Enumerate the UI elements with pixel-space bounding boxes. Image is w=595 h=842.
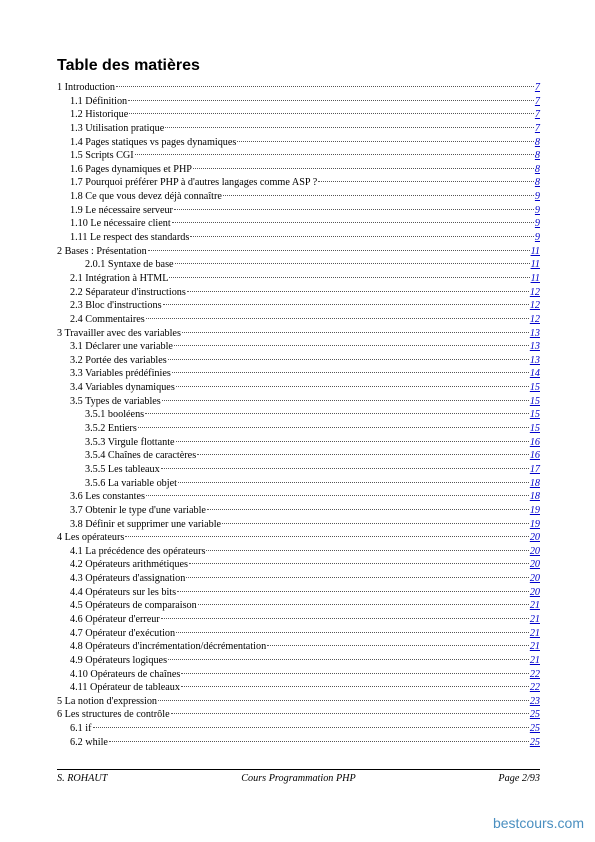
- toc-entry-label[interactable]: 5 La notion d'expression: [57, 695, 158, 707]
- toc-dot-leader: [237, 141, 534, 142]
- toc-entry-label[interactable]: 2.4 Commentaires: [70, 313, 145, 325]
- toc-entry[interactable]: [57, 176, 540, 190]
- toc-dot-leader: [181, 686, 529, 687]
- toc-page-link[interactable]: 19: [529, 518, 540, 530]
- toc-entry[interactable]: [57, 149, 540, 163]
- toc-entry-label[interactable]: 4.7 Opérateur d'exécution: [70, 627, 176, 639]
- toc-page-link[interactable]: 9: [534, 204, 540, 216]
- toc-page-link[interactable]: 7: [534, 95, 540, 107]
- toc-dot-leader: [182, 332, 529, 333]
- toc-dot-leader: [165, 127, 534, 128]
- toc-dot-leader: [158, 700, 529, 701]
- toc-entry[interactable]: [57, 136, 540, 150]
- toc-dot-leader: [193, 168, 534, 169]
- toc-page-link[interactable]: 13: [529, 341, 540, 353]
- toc-dot-leader: [109, 741, 529, 742]
- toc-dot-leader: [267, 645, 529, 646]
- toc-entry[interactable]: [57, 654, 540, 668]
- toc-entry[interactable]: [57, 258, 540, 272]
- table-of-contents: [57, 81, 540, 749]
- toc-page-link[interactable]: 11: [530, 245, 540, 257]
- toc-entry[interactable]: [57, 572, 540, 586]
- toc-dot-leader: [206, 550, 528, 551]
- toc-entry-label[interactable]: 4.1 La précédence des opérateurs: [70, 545, 206, 557]
- toc-entry-label[interactable]: 1.1 Définition: [70, 95, 128, 107]
- toc-page-link[interactable]: 16: [529, 436, 540, 448]
- toc-entry[interactable]: [57, 681, 540, 695]
- toc-entry-label[interactable]: 4.2 Opérateurs arithmétiques: [70, 559, 188, 571]
- toc-entry[interactable]: [57, 327, 540, 341]
- toc-dot-leader: [146, 318, 529, 319]
- toc-page-link[interactable]: 12: [529, 313, 540, 325]
- toc-entry-label[interactable]: 3.5.6 La variable objet: [85, 477, 177, 489]
- toc-entry[interactable]: [57, 286, 540, 300]
- toc-page-link[interactable]: 22: [529, 682, 540, 694]
- toc-page-link[interactable]: 7: [534, 109, 540, 121]
- toc-dot-leader: [172, 372, 529, 373]
- toc-entry-label[interactable]: 2.3 Bloc d'instructions: [70, 300, 162, 312]
- toc-dot-leader: [207, 509, 529, 510]
- toc-entry-label[interactable]: 4.8 Opérateurs d'incrémentation/décrémentation: [70, 641, 267, 653]
- toc-dot-leader: [93, 727, 529, 728]
- toc-entry[interactable]: [57, 122, 540, 136]
- toc-entry[interactable]: [57, 708, 540, 722]
- toc-entry-label[interactable]: 2 Bases : Présentation: [57, 245, 147, 257]
- toc-entry[interactable]: [57, 95, 540, 109]
- toc-page-link[interactable]: 20: [529, 573, 540, 585]
- watermark-link[interactable]: bestcours.com: [492, 815, 584, 831]
- toc-entry[interactable]: [57, 163, 540, 177]
- toc-entry[interactable]: [57, 695, 540, 709]
- toc-page-link[interactable]: 20: [529, 586, 540, 598]
- toc-page-link[interactable]: 22: [529, 668, 540, 680]
- toc-entry-label[interactable]: 3.1 Déclarer une variable: [70, 341, 173, 353]
- toc-entry[interactable]: [57, 108, 540, 122]
- toc-entry-label[interactable]: 3.5.4 Chaînes de caractères: [85, 450, 197, 462]
- toc-page-link[interactable]: 20: [529, 532, 540, 544]
- toc-page-link[interactable]: 25: [529, 709, 540, 721]
- toc-page-link[interactable]: 11: [530, 272, 540, 284]
- toc-entry[interactable]: [57, 436, 540, 450]
- toc-dot-leader: [161, 618, 529, 619]
- toc-dot-leader: [189, 563, 529, 564]
- toc-entry[interactable]: [57, 477, 540, 491]
- toc-entry[interactable]: [57, 531, 540, 545]
- toc-page-link[interactable]: 20: [529, 545, 540, 557]
- toc-dot-leader: [318, 181, 534, 182]
- toc-page-link[interactable]: 23: [529, 695, 540, 707]
- toc-dot-leader: [169, 277, 529, 278]
- toc-dot-leader: [125, 536, 528, 537]
- toc-page-link[interactable]: 9: [534, 218, 540, 230]
- toc-dot-leader: [161, 468, 529, 469]
- toc-page-link[interactable]: 18: [529, 491, 540, 503]
- toc-dot-leader: [176, 632, 529, 633]
- toc-page-link[interactable]: 15: [529, 395, 540, 407]
- toc-entry[interactable]: [57, 313, 540, 327]
- toc-entry[interactable]: [57, 367, 540, 381]
- footer-course-title: Cours Programmation PHP: [241, 773, 356, 784]
- toc-entry-label[interactable]: 1.6 Pages dynamiques et PHP: [70, 163, 192, 175]
- toc-dot-leader: [223, 195, 534, 196]
- toc-page-link[interactable]: 9: [534, 191, 540, 203]
- toc-entry[interactable]: [57, 81, 540, 95]
- toc-entry[interactable]: [57, 586, 540, 600]
- toc-entry[interactable]: [57, 545, 540, 559]
- toc-page-link[interactable]: 15: [529, 409, 540, 421]
- toc-page-link[interactable]: 7: [534, 122, 540, 134]
- toc-entry[interactable]: [57, 245, 540, 259]
- toc-page-link[interactable]: 15: [529, 382, 540, 394]
- toc-entry-label[interactable]: 3.5.3 Virgule flottante: [85, 436, 175, 448]
- toc-entry-label[interactable]: 4.9 Opérateurs logiques: [70, 654, 168, 666]
- toc-entry-label[interactable]: 6 Les structures de contrôle: [57, 709, 170, 721]
- toc-entry-label[interactable]: 1.11 Le respect des standards: [70, 232, 190, 244]
- toc-page-link[interactable]: 11: [530, 259, 540, 271]
- footer-rule: [57, 769, 540, 770]
- toc-entry[interactable]: [57, 736, 540, 750]
- toc-dot-leader: [171, 713, 529, 714]
- toc-entry[interactable]: [57, 463, 540, 477]
- toc-entry[interactable]: [57, 381, 540, 395]
- toc-page-link[interactable]: 12: [529, 286, 540, 298]
- toc-page-link[interactable]: 8: [534, 136, 540, 148]
- toc-page-link[interactable]: 18: [529, 477, 540, 489]
- toc-entry-label[interactable]: 3.3 Variables prédéfinies: [70, 368, 171, 380]
- toc-entry[interactable]: [57, 490, 540, 504]
- toc-entry[interactable]: [57, 408, 540, 422]
- toc-entry-label[interactable]: 3.6 Les constantes: [70, 491, 145, 503]
- toc-entry-label[interactable]: 4.6 Opérateur d'erreur: [70, 613, 160, 625]
- toc-entry[interactable]: [57, 340, 540, 354]
- toc-entry-label[interactable]: 1.4 Pages statiques vs pages dynamiques: [70, 136, 237, 148]
- toc-page-link[interactable]: 21: [529, 613, 540, 625]
- toc-dot-leader: [186, 577, 529, 578]
- toc-entry-label[interactable]: 3.5.1 booléens: [85, 409, 145, 421]
- toc-dot-leader: [128, 100, 534, 101]
- toc-page-link[interactable]: 21: [529, 641, 540, 653]
- toc-entry[interactable]: [57, 627, 540, 641]
- toc-entry-label[interactable]: 1.9 Le nécessaire serveur: [70, 204, 173, 216]
- toc-dot-leader: [178, 482, 529, 483]
- toc-page-link[interactable]: 25: [529, 723, 540, 735]
- toc-dot-leader: [176, 441, 529, 442]
- toc-page-link[interactable]: 9: [534, 232, 540, 244]
- toc-dot-leader: [135, 154, 534, 155]
- toc-entry-label[interactable]: 4.5 Opérateurs de comparaison: [70, 600, 197, 612]
- toc-dot-leader: [198, 604, 529, 605]
- toc-page-link[interactable]: 21: [529, 600, 540, 612]
- toc-entry-label[interactable]: 2.0.1 Syntaxe de base: [85, 259, 174, 271]
- toc-page-link[interactable]: 25: [529, 736, 540, 748]
- toc-entry[interactable]: [57, 231, 540, 245]
- toc-page-link[interactable]: 13: [529, 354, 540, 366]
- toc-entry-label[interactable]: 3.5 Types de variables: [70, 395, 161, 407]
- toc-dot-leader: [168, 659, 529, 660]
- toc-entry[interactable]: [57, 354, 540, 368]
- toc-page-link[interactable]: 21: [529, 654, 540, 666]
- toc-entry[interactable]: [57, 217, 540, 231]
- toc-dot-leader: [175, 263, 530, 264]
- toc-entry-label[interactable]: 6.1 if: [70, 723, 92, 735]
- toc-entry-label[interactable]: 2.1 Intégration à HTML: [70, 272, 169, 284]
- toc-entry-label[interactable]: 4.11 Opérateur de tableaux: [70, 682, 180, 694]
- toc-entry-label[interactable]: 3.8 Définir et supprimer une variable: [70, 518, 222, 530]
- toc-dot-leader: [146, 495, 529, 496]
- toc-entry-label[interactable]: 1 Introduction: [57, 82, 116, 93]
- toc-dot-leader: [116, 86, 534, 87]
- toc-page-link[interactable]: 17: [529, 463, 540, 475]
- toc-dot-leader: [222, 523, 529, 524]
- page-footer: [57, 773, 540, 787]
- toc-entry[interactable]: [57, 272, 540, 286]
- toc-dot-leader: [129, 113, 534, 114]
- toc-entry[interactable]: [57, 722, 540, 736]
- toc-entry[interactable]: [57, 204, 540, 218]
- toc-entry-label[interactable]: 2.2 Séparateur d'instructions: [70, 286, 186, 298]
- toc-entry-label[interactable]: 1.7 Pourquoi préférer PHP à d'autres langages comme ASP ?: [70, 177, 318, 189]
- toc-page-link[interactable]: 14: [529, 368, 540, 380]
- toc-entry-label[interactable]: 1.10 Le nécessaire client: [70, 218, 171, 230]
- toc-entry-label[interactable]: 3.4 Variables dynamiques: [70, 382, 175, 394]
- toc-entry[interactable]: [57, 422, 540, 436]
- toc-entry-label[interactable]: 3.5.2 Entiers: [85, 423, 137, 435]
- toc-entry[interactable]: [57, 504, 540, 518]
- toc-page-link[interactable]: 21: [529, 627, 540, 639]
- toc-dot-leader: [172, 222, 534, 223]
- toc-entry-label[interactable]: 6.2 while: [70, 736, 108, 748]
- toc-dot-leader: [187, 291, 529, 292]
- toc-entry-label[interactable]: 1.8 Ce que vous devez déjà connaître: [70, 191, 222, 203]
- toc-entry[interactable]: [57, 299, 540, 313]
- toc-dot-leader: [197, 454, 529, 455]
- toc-entry-label[interactable]: 1.3 Utilisation pratique: [70, 122, 165, 134]
- toc-page-link[interactable]: 20: [529, 559, 540, 571]
- toc-entry-label[interactable]: 3 Travailler avec des variables: [57, 327, 181, 339]
- toc-entry[interactable]: [57, 518, 540, 532]
- toc-page-link[interactable]: 12: [529, 300, 540, 312]
- toc-page-link[interactable]: 16: [529, 450, 540, 462]
- toc-dot-leader: [176, 386, 529, 387]
- toc-dot-leader: [162, 400, 529, 401]
- toc-entry-label[interactable]: 1.2 Historique: [70, 109, 129, 121]
- toc-dot-leader: [174, 345, 529, 346]
- footer-page-number: Page 2/93: [498, 773, 540, 784]
- toc-entry-label[interactable]: 4.3 Opérateurs d'assignation: [70, 573, 186, 585]
- toc-dot-leader: [145, 413, 529, 414]
- toc-entry[interactable]: [57, 190, 540, 204]
- toc-entry[interactable]: [57, 599, 540, 613]
- toc-entry-label[interactable]: 4 Les opérateurs: [57, 532, 125, 544]
- toc-title: Table des matières: [57, 57, 200, 74]
- toc-page-link[interactable]: 8: [534, 177, 540, 189]
- toc-page-link[interactable]: 8: [534, 150, 540, 162]
- toc-dot-leader: [148, 250, 530, 251]
- toc-dot-leader: [181, 673, 528, 674]
- toc-entry[interactable]: [57, 449, 540, 463]
- toc-entry[interactable]: [57, 668, 540, 682]
- toc-dot-leader: [163, 304, 529, 305]
- toc-entry[interactable]: [57, 640, 540, 654]
- toc-entry-label[interactable]: 4.10 Opérateurs de chaînes: [70, 668, 181, 680]
- toc-page-link[interactable]: 13: [529, 327, 540, 339]
- toc-entry-label[interactable]: 3.2 Portée des variables: [70, 354, 167, 366]
- toc-entry[interactable]: [57, 558, 540, 572]
- toc-entry-label[interactable]: 3.7 Obtenir le type d'une variable: [70, 504, 206, 516]
- toc-page-link[interactable]: 8: [534, 163, 540, 175]
- toc-dot-leader: [138, 427, 529, 428]
- toc-dot-leader: [177, 591, 529, 592]
- footer-author: S. ROHAUT: [57, 773, 108, 784]
- toc-entry-label[interactable]: 4.4 Opérateurs sur les bits: [70, 586, 177, 598]
- toc-entry-label[interactable]: 3.5.5 Les tableaux: [85, 463, 160, 475]
- toc-entry[interactable]: [57, 395, 540, 409]
- toc-dot-leader: [168, 359, 529, 360]
- toc-dot-leader: [190, 236, 534, 237]
- toc-entry-label[interactable]: 1.5 Scripts CGI: [70, 150, 134, 162]
- toc-page-link[interactable]: 7: [534, 82, 540, 93]
- toc-entry[interactable]: [57, 613, 540, 627]
- toc-page-link[interactable]: 19: [529, 504, 540, 516]
- toc-dot-leader: [174, 209, 534, 210]
- toc-page-link[interactable]: 15: [529, 423, 540, 435]
